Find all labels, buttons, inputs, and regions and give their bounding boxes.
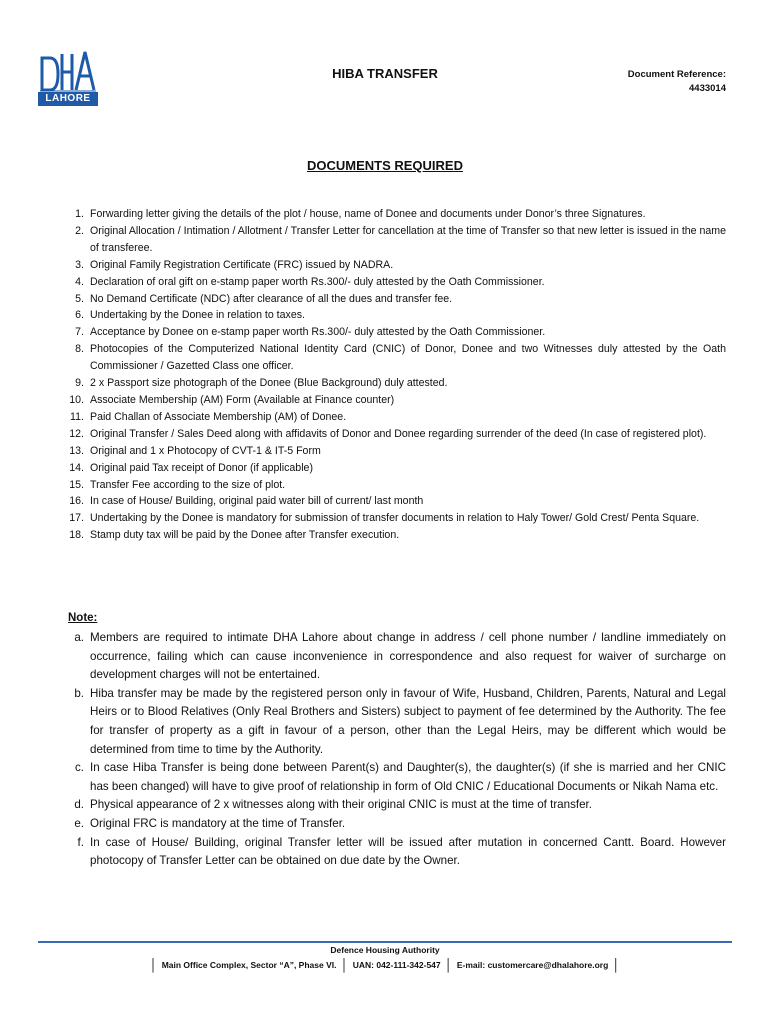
- note-item-text: Members are required to intimate DHA Lahore about change in address / cell phone number / landline immediately on occurrence, failing which can cause inconvenience in correspondence and also request for waiver of surcharge on development charges will not be entertained.: [90, 631, 726, 682]
- reference-value: 4433014: [689, 83, 726, 94]
- separator: │: [149, 958, 158, 972]
- document-item: [48, 341, 726, 375]
- document-item-text: Forwarding letter giving the details of the plot / house, name of Donee and documents under Donor’s three Signatures.: [90, 208, 646, 220]
- footer-email[interactable]: E-mail: customercare@dhalahore.org: [456, 960, 609, 970]
- document-item-number: 1.: [75, 208, 84, 220]
- note-item-text: In case Hiba Transfer is being done between Parent(s) and Daughter(s), the daughter(s) (if she is married and her CNIC has been changed) will have to give proof of relationship in form of Old CNIC / Educational Documents or Nikah Nama etc.: [90, 761, 726, 793]
- document-item-number: 10.: [69, 393, 84, 406]
- note-item-number: c.: [74, 761, 84, 775]
- note-item-number: d.: [74, 798, 84, 812]
- document-item-number: 12.: [69, 427, 84, 440]
- note-label: [68, 612, 97, 624]
- document-item-text: No Demand Certificate (NDC) after clearance of all the dues and transfer fee.: [90, 292, 453, 305]
- document-item-text: Photocopies of the Computerized National Identity Card (CNIC) of Donor, Donee and two Witnesses duly attested by the Oath Commissioner / Gazetted Class one officer.: [90, 343, 726, 373]
- page-title: HIBA TRANSFER: [332, 66, 438, 81]
- document-item: [48, 291, 726, 308]
- document-item-number: 14.: [69, 461, 84, 474]
- document-item-text: Stamp duty tax will be paid by the Donee after Transfer execution.: [90, 529, 400, 542]
- document-item: [48, 206, 726, 223]
- note-item-text: In case of House/ Building, original Transfer letter will be issued after mutation in concerned Cantt. Board. However photocopy of Transfer Letter can be obtained on due date by the Owner.: [90, 835, 726, 868]
- document-item-text: Declaration of oral gift on e-stamp paper worth Rs.300/- duly attested by the Oath Commissioner.: [90, 275, 545, 288]
- document-item-number: 11.: [70, 410, 84, 423]
- footer-divider: [38, 941, 732, 943]
- document-item-number: 4.: [75, 275, 84, 288]
- document-item-text: Acceptance by Donee on e-stamp paper worth Rs.300/- duly attested by the Oath Commissioner.: [90, 326, 546, 339]
- document-item-text: Transfer Fee according to the size of plot.: [90, 478, 286, 491]
- document-item-number: 5.: [75, 292, 84, 305]
- document-item: [48, 409, 726, 426]
- documents-list: [48, 206, 726, 544]
- document-item: [48, 257, 726, 274]
- document-reference: [628, 68, 726, 96]
- document-item-number: 7.: [75, 326, 84, 339]
- document-item-text: Undertaking by the Donee in relation to taxes.: [90, 309, 305, 322]
- document-item: [48, 426, 726, 443]
- document-item-number: 8.: [75, 343, 84, 356]
- document-item-number: 15.: [69, 478, 84, 491]
- document-item-text: 2 x Passport size photograph of the Donee (Blue Background) duly attested.: [90, 377, 448, 390]
- document-item: [48, 510, 726, 527]
- document-item: [48, 443, 726, 460]
- document-item-number: 9.: [75, 377, 84, 390]
- note-item-number: e.: [74, 816, 84, 830]
- document-item-text: In case of House/ Building, original paid water bill of current/ last month: [90, 495, 424, 508]
- section-heading: [0, 158, 770, 173]
- document-item-number: 17.: [69, 512, 84, 525]
- note-item: [48, 834, 726, 871]
- logo-label: LAHORE: [38, 92, 98, 106]
- note-item-text: Physical appearance of 2 x witnesses along with their original CNIC is must at the time of transfer.: [90, 798, 592, 812]
- footer-uan: UAN: 042-111-342-547: [352, 960, 441, 970]
- document-item: [48, 527, 726, 544]
- separator: │: [340, 958, 349, 972]
- document-item-number: 3.: [75, 258, 84, 271]
- separator: │: [445, 958, 453, 972]
- document-item: [48, 375, 726, 392]
- note-item-number: b.: [74, 686, 84, 700]
- document-item-number: 6.: [75, 309, 84, 322]
- note-item: [48, 815, 726, 834]
- document-item-number: 18.: [69, 529, 84, 542]
- footer-contact: [0, 958, 770, 972]
- note-item-text: Hiba transfer may be made by the registered person only in favour of Wife, Husband, Children, Parents, Natural and Legal Heirs or to Blood Relatives (Only Real Brothers and Sisters) subject to payment of fee determined by the Authority. The fee for transfer of property as a gift in favour of a person, other than the Legal Heirs, may be different which would be determined from time to time by the Authority.: [90, 686, 726, 756]
- document-item-text: Original paid Tax receipt of Donor (if applicable): [90, 461, 313, 474]
- document-item: [48, 477, 726, 494]
- document-item: [48, 307, 726, 324]
- document-item-text: Original Allocation / Intimation / Allotment / Transfer Letter for cancellation at the time of Transfer so that new letter is issued in the name of transferee.: [90, 224, 726, 254]
- section-heading-text: DOCUMENTS REQUIRED: [306, 158, 463, 173]
- note-item-text: Original FRC is mandatory at the time of Transfer.: [90, 816, 346, 830]
- document-item: [48, 392, 726, 409]
- note-item-number: f.: [77, 835, 84, 849]
- document-item-number: 16.: [69, 495, 84, 508]
- document-item: [48, 460, 726, 477]
- note-item: [48, 685, 726, 759]
- document-item-text: Paid Challan of Associate Membership (AM) of Donee.: [90, 410, 347, 423]
- note-label-text: Note:: [68, 612, 98, 624]
- document-item: [48, 223, 726, 257]
- document-item-text: Associate Membership (AM) Form (Available at Finance counter): [90, 393, 395, 406]
- document-item-number: 2.: [75, 224, 84, 237]
- document-item-text: Undertaking by the Donee is mandatory for submission of transfer documents in relation to Haly Tower/ Gold Crest/ Penta Square.: [90, 512, 700, 525]
- document-item-text: Original Transfer / Sales Deed along with affidavits of Donor and Donee regarding surrender of the deed (In case of registered plot).: [90, 427, 707, 440]
- note-item: [48, 629, 726, 685]
- document-item-text: Original Family Registration Certificate (FRC) issued by NADRA.: [90, 258, 394, 271]
- note-item: [48, 796, 726, 815]
- separator: │: [612, 958, 621, 972]
- note-item-number: a.: [74, 631, 84, 644]
- footer-address: Main Office Complex, Sector “A”, Phase VI.: [161, 960, 337, 970]
- document-item-number: 13.: [69, 444, 84, 457]
- document-item: [48, 324, 726, 341]
- document-item: [48, 274, 726, 291]
- document-item-text: Original and 1 x Photocopy of CVT-1 & IT-5 Form: [90, 444, 321, 457]
- footer-organization: Defence Housing Authority: [330, 945, 440, 955]
- notes-list: [48, 629, 726, 871]
- document-item: [48, 493, 726, 510]
- reference-label: Document Reference:: [627, 69, 726, 80]
- note-item: [48, 759, 726, 796]
